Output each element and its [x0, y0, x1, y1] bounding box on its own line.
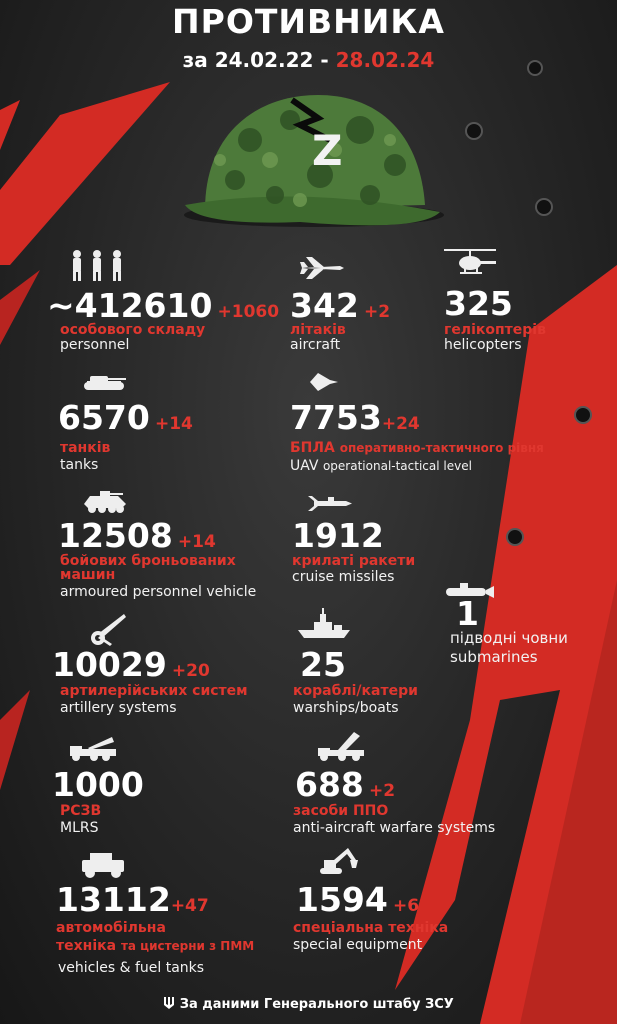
stat-warships — [300, 647, 346, 683]
stat-mlrs — [52, 767, 144, 803]
mlrs-label-en: MLRS — [60, 820, 99, 836]
cruise-label-ua: крилаті ракети — [292, 553, 416, 569]
uav-label-en-main: UAV — [290, 458, 319, 474]
stat-submarines — [456, 596, 479, 632]
stat-cruise — [292, 518, 384, 554]
apv-delta: +14 — [177, 532, 216, 552]
aa-delta: +2 — [368, 781, 396, 801]
aircraft-delta: +2 — [363, 302, 391, 322]
tanks-delta: +14 — [154, 414, 193, 434]
apv-label-en: armoured personnel vehicle — [60, 584, 257, 600]
cannon-icon — [88, 612, 128, 646]
mlrs-icon — [68, 734, 120, 762]
submarines-label-ua: підводні човни — [450, 629, 568, 647]
footer-text: За даними Генерального штабу ЗСУ — [179, 997, 454, 1012]
tank-icon — [80, 370, 128, 394]
apv-label-ua-2: машин — [60, 567, 116, 583]
mlrs-value: 1000 — [52, 765, 144, 804]
stat-aircraft — [290, 288, 390, 324]
missile-icon — [308, 494, 352, 512]
helicopters-label-ua: гелікоптерів — [444, 322, 546, 338]
special-delta: +6 — [392, 896, 420, 916]
aa-label-en: anti-aircraft warfare systems — [293, 820, 496, 836]
helmet-icon — [184, 95, 444, 227]
apv-label-ua-1: бойових броньованих — [60, 553, 236, 569]
artillery-delta: +20 — [171, 661, 210, 681]
cruise-label-en: cruise missiles — [292, 569, 395, 585]
submarines-label-en: submarines — [450, 648, 538, 666]
stat-apv — [58, 518, 216, 554]
mlrs-label-ua: РСЗВ — [60, 803, 102, 819]
truck-icon — [78, 850, 128, 880]
aa-label-ua: засоби ППО — [293, 803, 389, 819]
vehicles-delta: +47 — [170, 896, 209, 916]
warships-value: 25 — [300, 645, 346, 684]
cruise-value: 1912 — [292, 516, 384, 555]
personnel-label-ua: особового складу — [60, 322, 206, 338]
trident-icon — [163, 996, 175, 1010]
stat-artillery — [52, 647, 210, 683]
stat-aa — [295, 767, 395, 803]
vehicles-value: 13112 — [56, 880, 171, 919]
personnel-label-en: personnel — [60, 337, 130, 353]
vehicles-label-ua-2b: та цистерни з ПММ — [120, 939, 255, 953]
aircraft-value: 342 — [290, 286, 359, 325]
drone-icon — [308, 370, 340, 394]
artillery-label-ua: артилерійських систем — [60, 683, 248, 699]
date-start: за 24.02.22 - — [182, 48, 336, 72]
soldiers-icon — [68, 248, 128, 282]
footer — [0, 996, 617, 1012]
warships-label-en: warships/boats — [293, 700, 399, 716]
artillery-value: 10029 — [52, 645, 167, 684]
stat-personnel — [47, 288, 279, 324]
stat-tanks — [58, 400, 193, 436]
svg-text:Z: Z — [312, 126, 343, 175]
uav-value: 7753 — [290, 398, 382, 437]
helicopter-icon — [442, 247, 498, 279]
vehicles-label-ua-2 — [56, 938, 254, 954]
aircraft-label-ua: літаків — [290, 322, 346, 338]
excavator-icon — [318, 846, 358, 878]
personnel-prefix: ~ — [47, 286, 75, 325]
stat-special — [296, 882, 419, 918]
uav-label-ua-sub: оперативно-тактичного рівня — [339, 441, 544, 455]
artillery-label-en: artillery systems — [60, 700, 177, 716]
stat-uav — [290, 400, 420, 436]
uav-label-en — [290, 458, 472, 475]
vehicles-label-ua-1: автомобільна — [56, 920, 166, 936]
stat-helicopters — [444, 286, 513, 322]
tanks-label-ua: танків — [60, 440, 111, 456]
uav-delta: +24 — [381, 414, 420, 434]
uav-label-en-sub: operational-tactical level — [322, 459, 472, 473]
vehicles-label-ua-2a: техніка — [56, 938, 117, 954]
uav-label-ua — [290, 440, 544, 456]
submarines-value: 1 — [456, 594, 479, 633]
warships-label-ua: кораблі/катери — [293, 683, 418, 699]
special-label-en: special equipment — [293, 937, 423, 953]
warship-icon — [296, 608, 352, 640]
stat-vehicles — [56, 882, 209, 918]
tanks-value: 6570 — [58, 398, 150, 437]
date-range — [0, 48, 617, 72]
special-value: 1594 — [296, 880, 388, 919]
aircraft-label-en: aircraft — [290, 337, 341, 353]
jet-icon — [300, 255, 344, 281]
special-label-ua: спеціальна техніка — [293, 920, 449, 936]
aa-value: 688 — [295, 765, 364, 804]
personnel-value: 412610 — [74, 286, 213, 325]
apv-value: 12508 — [58, 516, 173, 555]
personnel-delta: +1060 — [217, 302, 280, 322]
tanks-label-en: tanks — [60, 457, 99, 473]
helicopters-value: 325 — [444, 284, 513, 323]
apc-icon — [82, 488, 128, 514]
vehicles-label-en: vehicles & fuel tanks — [58, 960, 205, 976]
uav-label-ua-main: БПЛА — [290, 440, 335, 456]
page-title: ПРОТИВНИКА — [172, 2, 445, 41]
helicopters-label-en: helicopters — [444, 337, 522, 353]
aa-launcher-icon — [316, 730, 368, 762]
date-end: 28.02.24 — [335, 48, 435, 72]
